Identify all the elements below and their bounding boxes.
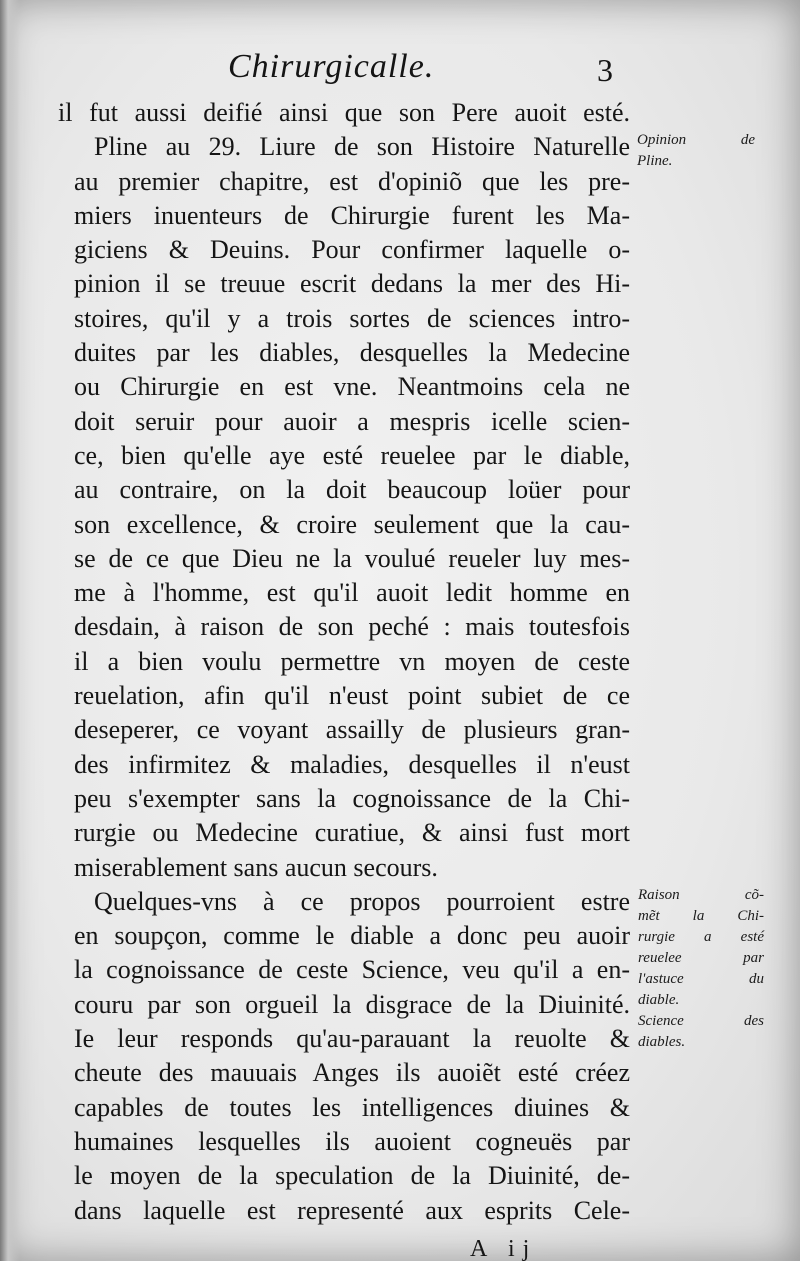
text-line: me à l'homme, est qu'il auoit ledit homme en	[74, 578, 630, 608]
margin-note-line: diable.	[638, 992, 680, 1008]
text-line: dans laquelle est representé aux esprits Cele-	[74, 1195, 630, 1225]
page-number: 3	[597, 52, 613, 88]
text-line: le moyen de la speculation de la Diuinité, de-	[74, 1161, 630, 1191]
text-line: Quelques-vns à ce propos pourroient estre	[94, 886, 630, 916]
text-line: couru par son orgueil la disgrace de la Diuinité.	[74, 989, 630, 1019]
main-text-block	[58, 96, 630, 1228]
page-gutter-shadow	[0, 0, 20, 1261]
text-line: reuelation, afin qu'il n'eust point subiet de ce	[74, 681, 630, 711]
margin-note-line: reuelee par	[638, 950, 764, 966]
margin-note-raison	[638, 885, 764, 1053]
text-line: rurgie ou Medecine curatiue, & ainsi fust mort	[74, 818, 630, 848]
text-line: des infirmitez & maladies, desquelles il n'eust	[74, 749, 630, 779]
text-line: doit seruir pour auoir a mespris icelle scien-	[74, 406, 630, 436]
text-line: duites par les diables, desquelles la Medecine	[74, 338, 630, 368]
margin-note-line: mẽt la Chi-	[638, 908, 764, 924]
text-line: deseperer, ce voyant assailly de plusieurs gran-	[74, 715, 630, 745]
text-line: il a bien voulu permettre vn moyen de ceste	[74, 646, 630, 676]
margin-note-line: Opinion de	[637, 132, 755, 148]
text-line: au contraire, on la doit beaucoup loüer pour	[74, 475, 630, 505]
margin-note-opinion-de-pline	[637, 130, 755, 172]
text-line: desdain, à raison de son peché : mais toutesfois	[74, 612, 630, 642]
text-line: cheute des mauuais Anges ils auoiẽt esté créez	[74, 1058, 630, 1088]
margin-note-line: Raison cõ-	[638, 887, 764, 903]
margin-note-line: Pline.	[637, 153, 673, 169]
text-line: miserablement sans aucun secours.	[74, 852, 438, 882]
text-line: son excellence, & croire seulement que la cau-	[74, 509, 630, 539]
text-line: miers inuenteurs de Chirurgie furent les Ma-	[74, 200, 630, 230]
text-line: capables de toutes les intelligences diuines &	[74, 1092, 630, 1122]
text-line: humaines lesquelles ils auoient cogneuës par	[74, 1126, 630, 1156]
margin-note-line: rurgie a esté	[638, 929, 764, 945]
text-line: Pline au 29. Liure de son Histoire Naturelle	[94, 132, 630, 162]
margin-note-line: diables.	[638, 1034, 686, 1050]
text-line: Ie leur responds qu'au-parauant la reuolte &	[74, 1024, 630, 1054]
text-line: la cognoissance de ceste Science, veu qu'il a en-	[74, 955, 630, 985]
text-line: se de ce que Dieu ne la voulué reueler luy mes-	[74, 543, 630, 573]
text-line: peu s'exempter sans la cognoissance de la Chi-	[74, 783, 630, 813]
text-line: ce, bien qu'elle aye esté reuelee par le diable,	[74, 440, 630, 470]
text-line: pinion il se treuue escrit dedans la mer des Hi-	[74, 269, 630, 299]
text-line: stoires, qu'il y a trois sortes de sciences intro-	[74, 303, 630, 333]
text-line: au premier chapitre, est d'opiniõ que les pre-	[74, 166, 630, 196]
margin-note-line: l'astuce du	[638, 971, 764, 987]
running-head: Chirurgicalle.	[228, 48, 435, 85]
text-line: en soupçon, comme le diable a donc peu auoir	[74, 921, 630, 951]
signature-mark: A ij	[470, 1236, 538, 1261]
text-line: giciens & Deuins. Pour confirmer laquelle o-	[74, 235, 630, 265]
text-line: ou Chirurgie en est vne. Neantmoins cela ne	[74, 372, 630, 402]
text-line: il fut aussi deifié ainsi que son Pere auoit esté.	[58, 98, 630, 127]
margin-note-line: Science des	[638, 1013, 764, 1029]
